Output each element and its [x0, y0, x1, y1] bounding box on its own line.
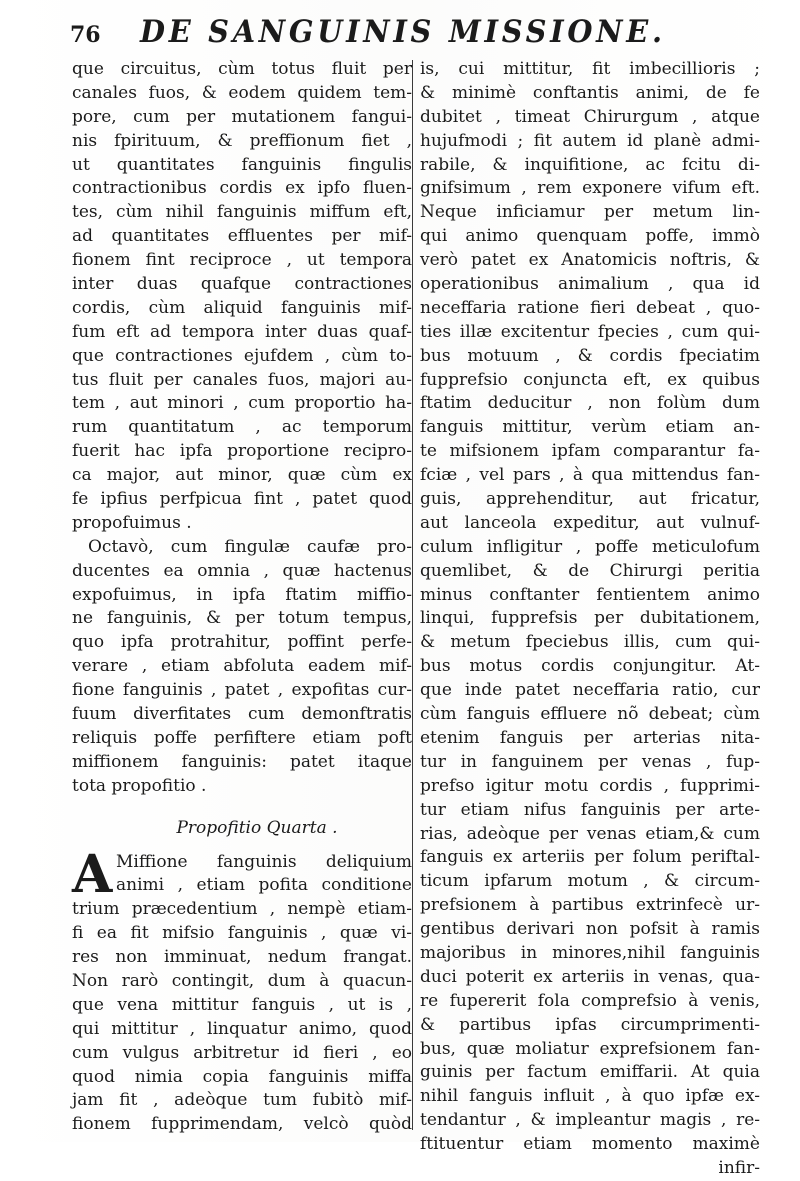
text-line: canales fuos, & eodem quidem tem-	[72, 82, 412, 103]
text-line: expofuimus, in ipfa ftatim miffio-	[72, 584, 412, 605]
text-line: culum infligitur , poffe meticulofum	[420, 536, 760, 557]
text-line: gnifsimum , rem exponere vifum eft.	[420, 178, 760, 199]
text-line: ut quantitates fanguinis fingulis	[72, 154, 412, 175]
text-line: que contractiones ejufdem , cùm to-	[72, 345, 412, 366]
text-line: tur in fanguinem per venas , fup-	[420, 751, 760, 772]
text-line: fum eft ad tempora inter duas quaf-	[72, 321, 412, 342]
text-line: fanguis mittitur, verùm etiam an-	[420, 417, 760, 438]
text-line: bus motuum , & cordis fpeciatim	[420, 345, 760, 366]
text-line: hujufmodi ; fit autem id planè admi-	[420, 130, 760, 151]
text-line: ad quantitates effluentes per mif-	[72, 226, 412, 247]
text-line: neceffaria ratione fieri debeat , quo-	[420, 297, 760, 318]
text-line: Octavò, cum fingulæ caufæ pro-	[88, 536, 412, 557]
text-line: ties illæ excitentur fpecies , cum qui-	[420, 321, 760, 342]
catchword: infir-	[718, 1157, 760, 1178]
text-line: guis, apprehenditur, aut fricatur,	[420, 489, 760, 510]
text-line: reliquis poffe perfiftere etiam poft	[72, 727, 412, 748]
text-line: quemlibet, & de Chirurgi peritia	[420, 560, 760, 581]
text-line: jam fit , adeòque tum fubitò mif-	[72, 1090, 412, 1111]
text-line: qui mittitur , linquatur animo, quod	[72, 1018, 412, 1039]
text-line: & metum fpeciebus illis, cum qui-	[420, 632, 760, 653]
running-title: DE SANGUINIS MISSIONE.	[140, 14, 666, 50]
text-line: dubitet , timeat Chirurgum , atque	[420, 106, 760, 127]
text-line: cùm fanguis effluere nõ debeat; cùm	[420, 704, 760, 725]
text-line: fione fanguinis , patet , expofitas cur-	[72, 680, 412, 701]
text-line: minus conftanter fentientem animo	[420, 584, 760, 605]
left-column	[72, 58, 412, 1137]
text-line: fionem fupprimendam, velcò quòd	[72, 1114, 412, 1135]
text-line: ca major, aut minor, quæ cùm ex	[72, 465, 412, 486]
right-column	[420, 58, 760, 1181]
text-line: bus motus cordis conjungitur. At-	[420, 656, 760, 677]
text-line: fe ipfius perfpicua fint , patet quod	[72, 489, 412, 510]
text-line: nis fpirituum, & preffionum fiet ,	[72, 130, 412, 151]
text-line: cum vulgus arbitretur id fieri , eo	[72, 1042, 412, 1063]
text-line: animi , etiam pofita conditione	[116, 875, 412, 896]
text-line: verò patet ex Anatomicis noftris, &	[420, 250, 760, 271]
text-line: Neque inficiamur per metum lin-	[420, 202, 760, 223]
text-line: prefsionem à partibus extrinfecè ur-	[420, 895, 760, 916]
drop-capital: A	[72, 843, 113, 905]
text-line: bus, quæ moliatur exprefsionem fan-	[420, 1038, 760, 1059]
text-line: miffionem fanguinis: patet itaque	[72, 751, 412, 772]
text-line: ticum ipfarum motum , & circum-	[420, 871, 760, 892]
text-line: is, cui mittitur, fit imbecillioris ;	[420, 59, 760, 79]
text-line: ftatim deducitur , non folùm dum	[420, 393, 760, 414]
text-line: tota propofitio .	[72, 775, 207, 796]
text-line: etenim fanguis per arterias nita-	[420, 727, 760, 748]
text-line: fuum diverfitates cum demonftratis	[72, 704, 412, 725]
text-line: fuerit hac ipfa proportione recipro-	[72, 441, 412, 462]
text-line: te mifsionem ipfam comparantur fa-	[420, 441, 760, 462]
text-line: fi ea fit mifsio fanguinis , quæ vi-	[72, 923, 412, 944]
text-line: fanguis ex arteriis per folum periftal-	[420, 847, 760, 868]
paragraph-3	[72, 843, 412, 1138]
text-line: res non imminuat, nedum frangat.	[72, 947, 412, 968]
text-line: tendantur , & impleantur magis , re-	[420, 1110, 760, 1131]
text-line: rias, adeòque per venas etiam,& cum	[420, 823, 760, 844]
text-line: & partibus ipfas circumprimenti-	[420, 1014, 760, 1035]
text-line: Miffione fanguinis deliquium	[116, 851, 412, 872]
paragraph-1	[72, 58, 412, 536]
text-line: re fupererit fola comprefsio à venis,	[420, 990, 760, 1011]
text-line: cordis, cùm aliquid fanguinis mif-	[72, 297, 412, 318]
text-line: fionem fint reciproce , ut tempora	[72, 250, 412, 271]
text-line: tus fluit per canales fuos, majori au-	[72, 369, 412, 390]
text-line: aut lanceola expeditur, aut vulnuf-	[420, 512, 760, 533]
proposition-heading: Propofitio Quarta .	[176, 817, 338, 838]
text-line: linqui, fupprefsis per dubitationem,	[420, 608, 760, 629]
text-line: & minimè conftantis animi, de fe	[420, 82, 760, 103]
text-line: pore, cum per mutationem fangui-	[72, 106, 412, 127]
text-line: nihil fanguis influit , à quo ipfæ ex-	[420, 1086, 760, 1107]
text-line: guinis per factum emiffarii. At quia	[420, 1062, 760, 1083]
text-line: verare , etiam abfoluta eadem mif-	[72, 656, 412, 677]
text-line: rabile, & inquifitione, ac fcitu di-	[420, 154, 760, 175]
text-line: gentibus derivari non pofsit à ramis	[420, 919, 760, 940]
text-line: fciæ , vel pars , à qua mittendus fan-	[420, 465, 760, 486]
text-line: qui animo quenquam poffe, immò	[420, 226, 760, 247]
text-line: duci poterit ex arteriis in venas, qua-	[420, 966, 760, 987]
text-line: operationibus animalium , qua id	[420, 274, 760, 295]
text-line: inter duas quafque contractiones	[72, 274, 412, 295]
text-line: tem , aut minori , cum proportio ha-	[72, 393, 412, 414]
text-line: tes, cùm nihil fanguinis miffum eft,	[72, 202, 412, 223]
text-line: fupprefsio conjuncta eft, ex quibus	[420, 369, 760, 390]
text-line: que inde patet neceffaria ratio, cur	[420, 680, 760, 701]
text-line: quo ipfa protrahitur, poffint perfe-	[72, 632, 412, 653]
paragraph-2	[72, 536, 412, 799]
text-line: ducentes ea omnia , quæ hactenus	[72, 560, 412, 581]
text-line: contractionibus cordis ex ipfo fluen-	[72, 178, 412, 199]
text-line: rum quantitatum , ac temporum	[72, 417, 412, 438]
text-line: ne fanguinis, & per totum tempus,	[72, 608, 412, 629]
text-line: que vena mittitur fanguis , ut is ,	[72, 994, 412, 1015]
text-line: trium præcedentium , nempè etiam-	[72, 899, 412, 920]
column-divider	[412, 60, 413, 1130]
text-line: Non rarò contingit, dum à quacun-	[72, 970, 412, 991]
text-line: que circuitus, cùm totus fluit per	[72, 59, 412, 79]
text-line: prefso igitur motu cordis , fupprimi-	[420, 775, 760, 796]
right-paragraph	[420, 58, 760, 1157]
page-number: 76	[70, 22, 101, 48]
text-line: quod nimia copia fanguinis miffa	[72, 1066, 412, 1087]
text-line: ftituentur etiam momento maximè	[420, 1134, 760, 1155]
text-line: tur etiam nifus fanguinis per arte-	[420, 799, 760, 820]
page-header	[70, 14, 770, 54]
text-line: propofuimus .	[72, 512, 192, 533]
text-line: majoribus in minores,nihil fanguinis	[420, 942, 760, 963]
